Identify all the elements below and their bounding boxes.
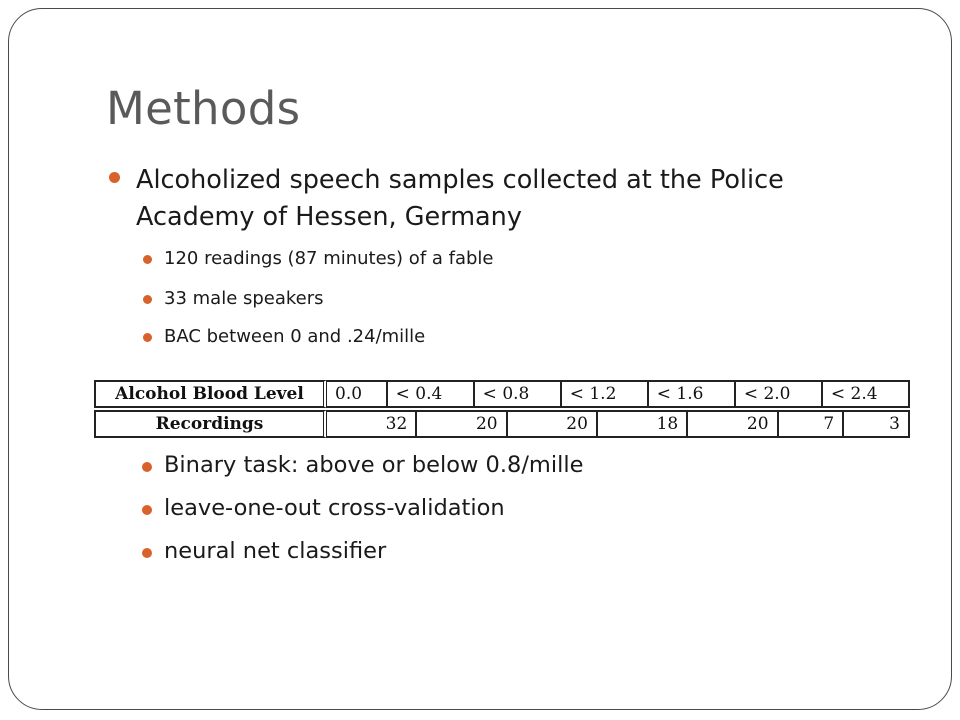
- table-cell: < 0.8: [475, 380, 562, 408]
- table-cell: 20: [508, 410, 598, 438]
- table-cell: 3: [844, 410, 910, 438]
- bullet-dot: [142, 462, 152, 472]
- table-cell: < 0.4: [388, 380, 475, 408]
- main-bullet-text: Alcoholized speech samples collected at the Police Academy of Hessen, Germany: [136, 165, 784, 232]
- sub-bullet-1: 120 readings (87 minutes) of a fable: [164, 248, 494, 269]
- table-row-header: Alcohol Blood Level: [94, 380, 327, 408]
- bullet-dot: [142, 548, 152, 558]
- table-cell: 0.0: [327, 380, 388, 408]
- bullet-dot: [143, 333, 152, 342]
- lower-bullet-1: Binary task: above or below 0.8/mille: [164, 452, 584, 478]
- lower-bullet-2: leave-one-out cross-validation: [164, 495, 505, 521]
- bac-table-row-levels: [94, 380, 910, 408]
- table-cell: < 2.4: [823, 380, 910, 408]
- bullet-dot: [143, 295, 152, 304]
- slide-title: Methods: [106, 82, 301, 135]
- table-cell: 20: [417, 410, 507, 438]
- table-row: [94, 380, 910, 408]
- table-cell: 18: [598, 410, 688, 438]
- table-cell: 32: [327, 410, 417, 438]
- bullet-dot: [142, 505, 152, 515]
- table-cell: 20: [688, 410, 778, 438]
- bullet-dot: [109, 172, 120, 183]
- table-row: [94, 410, 910, 438]
- lower-bullet-3: neural net classifier: [164, 538, 387, 564]
- table-cell: < 1.2: [562, 380, 649, 408]
- table-cell: 7: [779, 410, 845, 438]
- bac-table-row-recordings: [94, 410, 910, 438]
- bullet-dot: [143, 255, 152, 264]
- sub-bullet-2: 33 male speakers: [164, 288, 324, 309]
- table-cell: < 1.6: [649, 380, 736, 408]
- table-row-header: Recordings: [94, 410, 327, 438]
- table-cell: < 2.0: [736, 380, 823, 408]
- sub-bullet-3: BAC between 0 and .24/mille: [164, 326, 426, 347]
